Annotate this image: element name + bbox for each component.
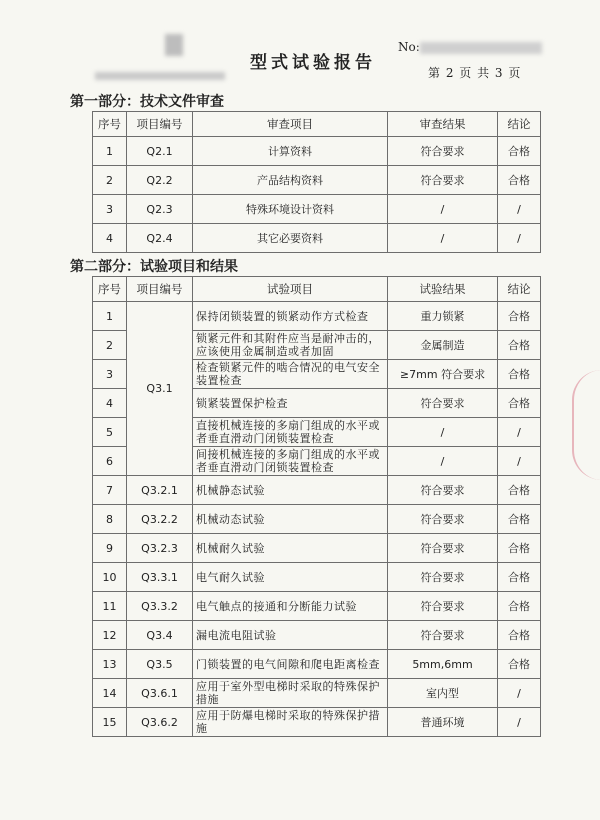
table-row — [93, 302, 541, 331]
cell-result: / — [388, 224, 498, 253]
report-title: 型式试验报告 — [250, 53, 376, 73]
cell-item: 漏电流电阻试验 — [193, 621, 388, 650]
cell-code: Q3.2.1 — [127, 476, 193, 505]
cell-code: Q3.6.1 — [127, 679, 193, 708]
cell-item: 其它必要资料 — [193, 224, 388, 253]
cell-item: 门锁装置的电气间隙和爬电距离检查 — [193, 650, 388, 679]
cell-result: 符合要求 — [388, 621, 498, 650]
cell-conclusion: 合格 — [498, 137, 541, 166]
table-row — [93, 137, 541, 166]
cell-item: 机械耐久试验 — [193, 534, 388, 563]
cell-no: 1 — [93, 137, 127, 166]
col-header: 序号 — [93, 277, 127, 302]
cell-code: Q2.1 — [127, 137, 193, 166]
part2-heading: 第二部分：试验项目和结果 — [70, 259, 238, 275]
table-row — [93, 476, 541, 505]
cell-item: 检查锁紧元件的啮合情况的电气安全装置检查 — [193, 360, 388, 389]
cell-conclusion: 合格 — [498, 592, 541, 621]
cell-conclusion: 合格 — [498, 563, 541, 592]
cell-conclusion: 合格 — [498, 621, 541, 650]
cell-no: 4 — [93, 224, 127, 253]
cell-conclusion: / — [498, 224, 541, 253]
cell-item: 保持闭锁装置的锁紧动作方式检查 — [193, 302, 388, 331]
cell-code: Q2.4 — [127, 224, 193, 253]
cell-code: Q3.4 — [127, 621, 193, 650]
cell-no: 3 — [93, 195, 127, 224]
col-header: 试验结果 — [388, 277, 498, 302]
cell-result: 室内型 — [388, 679, 498, 708]
cell-result: 符合要求 — [388, 592, 498, 621]
col-header: 项目编号 — [127, 112, 193, 137]
cell-no: 10 — [93, 563, 127, 592]
cell-result: 符合要求 — [388, 563, 498, 592]
col-header: 结论 — [498, 277, 541, 302]
table-row — [93, 505, 541, 534]
col-header: 项目编号 — [127, 277, 193, 302]
cell-no: 6 — [93, 447, 127, 476]
cell-item: 锁紧装置保护检查 — [193, 389, 388, 418]
table-row — [93, 592, 541, 621]
cell-group-code: Q3.1 — [127, 302, 193, 476]
col-header: 结论 — [498, 112, 541, 137]
cell-conclusion: 合格 — [498, 302, 541, 331]
redacted-logo — [165, 34, 183, 56]
cell-no: 8 — [93, 505, 127, 534]
table-row — [93, 563, 541, 592]
cell-item: 直接机械连接的多扇门组成的水平或者垂直滑动门闭锁装置检查 — [193, 418, 388, 447]
cell-conclusion: 合格 — [498, 360, 541, 389]
cell-conclusion: 合格 — [498, 331, 541, 360]
cell-code: Q3.6.2 — [127, 708, 193, 737]
red-seal-stamp — [572, 370, 600, 480]
cell-code: Q3.2.2 — [127, 505, 193, 534]
cell-code: Q3.3.1 — [127, 563, 193, 592]
cell-no: 2 — [93, 166, 127, 195]
page-number: 第 2 页 共 3 页 — [428, 66, 522, 80]
cell-result: 5mm,6mm — [388, 650, 498, 679]
cell-no: 1 — [93, 302, 127, 331]
cell-item: 机械静态试验 — [193, 476, 388, 505]
table-row — [93, 534, 541, 563]
cell-no: 7 — [93, 476, 127, 505]
cell-conclusion: / — [498, 679, 541, 708]
part1-heading: 第一部分：技术文件审查 — [70, 94, 224, 110]
cell-no: 14 — [93, 679, 127, 708]
col-header: 序号 — [93, 112, 127, 137]
test-results-table — [92, 276, 541, 737]
report-number-label: No: — [398, 40, 420, 54]
table-row — [93, 224, 541, 253]
cell-no: 11 — [93, 592, 127, 621]
cell-result: 符合要求 — [388, 505, 498, 534]
redacted-text — [95, 72, 225, 80]
table-row — [93, 166, 541, 195]
col-header: 审查结果 — [388, 112, 498, 137]
cell-conclusion: 合格 — [498, 166, 541, 195]
cell-result: 符合要求 — [388, 137, 498, 166]
cell-result: / — [388, 418, 498, 447]
cell-no: 9 — [93, 534, 127, 563]
cell-result: 普通环境 — [388, 708, 498, 737]
cell-item: 锁紧元件和其附件应当是耐冲击的，应该使用金属制造或者加固 — [193, 331, 388, 360]
table-row — [93, 708, 541, 737]
cell-result: / — [388, 447, 498, 476]
cell-item: 特殊环境设计资料 — [193, 195, 388, 224]
cell-item: 机械动态试验 — [193, 505, 388, 534]
table-row — [93, 650, 541, 679]
cell-conclusion: 合格 — [498, 650, 541, 679]
cell-item: 应用于防爆电梯时采取的特殊保护措施 — [193, 708, 388, 737]
cell-result: 符合要求 — [388, 534, 498, 563]
cell-conclusion: / — [498, 418, 541, 447]
cell-item: 电气耐久试验 — [193, 563, 388, 592]
cell-code: Q3.2.3 — [127, 534, 193, 563]
redacted-report-number — [420, 42, 542, 54]
cell-result: 符合要求 — [388, 166, 498, 195]
table-row — [93, 621, 541, 650]
table-header-row — [93, 112, 541, 137]
cell-item: 计算资料 — [193, 137, 388, 166]
document-review-table — [92, 111, 541, 253]
table-header-row — [93, 277, 541, 302]
col-header: 审查项目 — [193, 112, 388, 137]
cell-item: 产品结构资料 — [193, 166, 388, 195]
cell-result: ≥7mm 符合要求 — [388, 360, 498, 389]
cell-item: 应用于室外型电梯时采取的特殊保护措施 — [193, 679, 388, 708]
cell-conclusion: / — [498, 195, 541, 224]
cell-code: Q2.3 — [127, 195, 193, 224]
cell-result: / — [388, 195, 498, 224]
cell-no: 3 — [93, 360, 127, 389]
cell-result: 金属制造 — [388, 331, 498, 360]
cell-conclusion: / — [498, 708, 541, 737]
table-row — [93, 195, 541, 224]
cell-conclusion: 合格 — [498, 505, 541, 534]
cell-result: 符合要求 — [388, 476, 498, 505]
cell-conclusion: 合格 — [498, 476, 541, 505]
cell-no: 15 — [93, 708, 127, 737]
cell-conclusion: 合格 — [498, 389, 541, 418]
cell-no: 5 — [93, 418, 127, 447]
cell-no: 12 — [93, 621, 127, 650]
cell-code: Q3.5 — [127, 650, 193, 679]
table-row — [93, 679, 541, 708]
cell-code: Q2.2 — [127, 166, 193, 195]
cell-no: 13 — [93, 650, 127, 679]
cell-item: 间接机械连接的多扇门组成的水平或者垂直滑动门闭锁装置检查 — [193, 447, 388, 476]
cell-item: 电气触点的接通和分断能力试验 — [193, 592, 388, 621]
cell-no: 4 — [93, 389, 127, 418]
cell-conclusion: 合格 — [498, 534, 541, 563]
col-header: 试验项目 — [193, 277, 388, 302]
cell-no: 2 — [93, 331, 127, 360]
cell-result: 重力锁紧 — [388, 302, 498, 331]
cell-conclusion: / — [498, 447, 541, 476]
cell-result: 符合要求 — [388, 389, 498, 418]
cell-code: Q3.3.2 — [127, 592, 193, 621]
